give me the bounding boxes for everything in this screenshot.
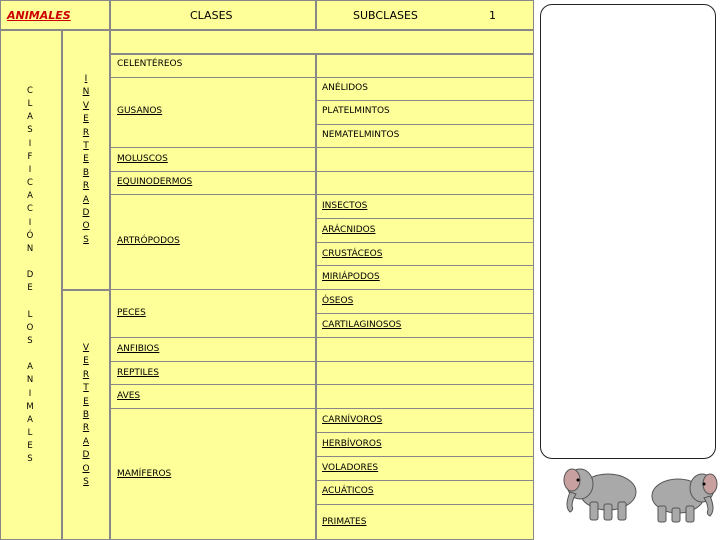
vertical-letter: V xyxy=(82,343,90,353)
vertical-letter: I xyxy=(28,388,32,399)
clase-peces[interactable]: PECES xyxy=(117,308,146,318)
subclase-platelmintos: PLATELMINTOS xyxy=(322,106,390,116)
blank-row xyxy=(110,30,534,54)
vertical-letter: M xyxy=(26,401,34,412)
clase-gusanos[interactable]: GUSANOS xyxy=(117,106,163,116)
vertical-letter: T xyxy=(83,383,89,394)
clase-celentereos: CELENTÉREOS xyxy=(117,59,183,69)
vertical-letter xyxy=(24,348,36,361)
vertical-letter: E xyxy=(27,441,33,452)
vertical-letter: N xyxy=(82,87,90,98)
subclase-aracnidos[interactable]: ARÁCNIDOS xyxy=(322,225,376,235)
vertical-letter: L xyxy=(27,309,33,320)
vertical-letter: D xyxy=(82,450,90,461)
clase-equinodermos[interactable]: EQUINODERMOS xyxy=(117,177,193,187)
row-separator xyxy=(316,242,534,243)
subclase-oseos[interactable]: ÓSEOS xyxy=(322,296,354,306)
vertical-letter: S xyxy=(83,234,89,245)
header-clases-cell xyxy=(110,0,316,30)
row-separator xyxy=(316,218,534,219)
row-separator xyxy=(316,100,534,101)
vertical-letter: S xyxy=(27,335,33,346)
vertical-letter: D xyxy=(26,270,34,281)
vertical-letter: N xyxy=(26,243,34,254)
row-separator xyxy=(110,361,534,362)
vertical-letter: R xyxy=(82,369,90,380)
vertical-letter: N xyxy=(26,375,34,386)
subclase-anelidos: ANÉLIDOS xyxy=(322,83,368,93)
row-separator xyxy=(110,171,534,172)
vertical-letter: E xyxy=(83,356,89,367)
subclase-crustaceos[interactable]: CRUSTÁCEOS xyxy=(322,249,383,259)
vertical-letter: V xyxy=(82,100,90,111)
vertical-letter: C xyxy=(27,204,33,215)
page-number: 1 xyxy=(489,9,496,22)
subclase-primates[interactable]: PRIMATES xyxy=(322,517,367,527)
clase-artropodos[interactable]: ARTRÓPODOS xyxy=(117,236,180,246)
subclase-cartilaginosos[interactable]: CARTILAGINOSOS xyxy=(322,320,402,330)
vertical-letter: E xyxy=(83,154,89,165)
vertical-letter: I xyxy=(84,74,88,84)
vertical-letter: O xyxy=(26,322,34,333)
vertical-letter: O xyxy=(82,221,90,232)
vertical-letter: A xyxy=(27,414,33,425)
elephant-icon xyxy=(560,462,720,532)
subclase-carnivoros[interactable]: CARNÍVOROS xyxy=(322,415,383,425)
vertical-letter: R xyxy=(82,181,90,192)
subclase-miriapodos[interactable]: MIRIÁPODOS xyxy=(322,272,380,282)
vertical-letter: F xyxy=(27,151,33,162)
row-separator xyxy=(316,456,534,457)
vertical-letter: R xyxy=(82,127,90,138)
clase-moluscos[interactable]: MOLUSCOS xyxy=(117,154,168,164)
clase-reptiles[interactable]: REPTILES xyxy=(117,368,159,378)
clases-heading: CLASES xyxy=(190,9,233,22)
vertical-letter: I xyxy=(28,164,32,175)
vertical-letter: Ó xyxy=(26,230,34,241)
row-separator xyxy=(316,265,534,266)
clase-mamiferos[interactable]: MAMÍFEROS xyxy=(117,469,172,479)
row-separator xyxy=(110,337,534,338)
vertical-letter: T xyxy=(83,141,89,152)
vertical-letter: L xyxy=(27,99,33,110)
row-separator xyxy=(316,124,534,125)
vertebrados-vertical-label[interactable] xyxy=(80,342,92,489)
vertical-letter: A xyxy=(82,436,90,447)
vertical-letter: E xyxy=(83,114,89,125)
row-separator xyxy=(110,408,534,409)
subclase-insectos[interactable]: INSECTOS xyxy=(322,201,368,211)
invertebrados-vertical-label[interactable] xyxy=(80,73,92,247)
row-separator xyxy=(110,77,534,78)
row-separator xyxy=(110,384,534,385)
subclase-voladores[interactable]: VOLADORES xyxy=(322,463,379,473)
row-separator xyxy=(316,432,534,433)
vertical-letter: E xyxy=(27,283,33,294)
vertical-letter: A xyxy=(27,191,33,202)
vertical-letter: A xyxy=(27,362,33,373)
header-subclases-cell xyxy=(316,0,534,30)
vertical-letter: B xyxy=(82,410,90,421)
vertical-letter: I xyxy=(28,138,32,149)
row-separator xyxy=(110,147,534,148)
vertical-letter: D xyxy=(82,208,90,219)
vertical-letter: R xyxy=(82,423,90,434)
vertical-letter: A xyxy=(82,194,90,205)
right-frame xyxy=(540,4,716,459)
row-separator xyxy=(110,289,534,290)
vertical-letter: S xyxy=(83,477,89,488)
row-separator xyxy=(316,480,534,481)
vertical-letter: A xyxy=(27,112,33,123)
vertical-letter: L xyxy=(27,428,33,439)
subclase-acuaticos[interactable]: ACUÁTICOS xyxy=(322,486,374,496)
vertical-letter: S xyxy=(27,125,33,136)
vertical-letter: S xyxy=(27,454,33,465)
vertical-letter: I xyxy=(28,217,32,228)
subclase-herbivoros[interactable]: HERBÍVOROS xyxy=(322,439,382,449)
row-separator xyxy=(316,313,534,314)
vertical-letter: O xyxy=(82,463,90,474)
row-separator xyxy=(316,504,534,505)
clasificacion-vertical-label xyxy=(24,85,36,467)
subclases-heading: SUBCLASES xyxy=(353,9,418,22)
vertical-letter xyxy=(24,296,36,309)
subclase-nematelmintos: NEMATELMINTOS xyxy=(322,130,400,140)
vertical-letter: C xyxy=(27,178,33,189)
vertical-letter xyxy=(24,256,36,269)
row-separator xyxy=(110,194,534,195)
vertical-letter: E xyxy=(83,396,89,407)
clase-aves[interactable]: AVES xyxy=(117,391,141,401)
vertical-letter: B xyxy=(82,167,90,178)
vertical-letter: C xyxy=(27,86,33,96)
header-animales-cell xyxy=(0,0,110,30)
clases-body xyxy=(110,54,316,540)
clase-anfibios[interactable]: ANFIBIOS xyxy=(117,344,160,354)
animales-link[interactable]: ANIMALES xyxy=(7,9,71,22)
